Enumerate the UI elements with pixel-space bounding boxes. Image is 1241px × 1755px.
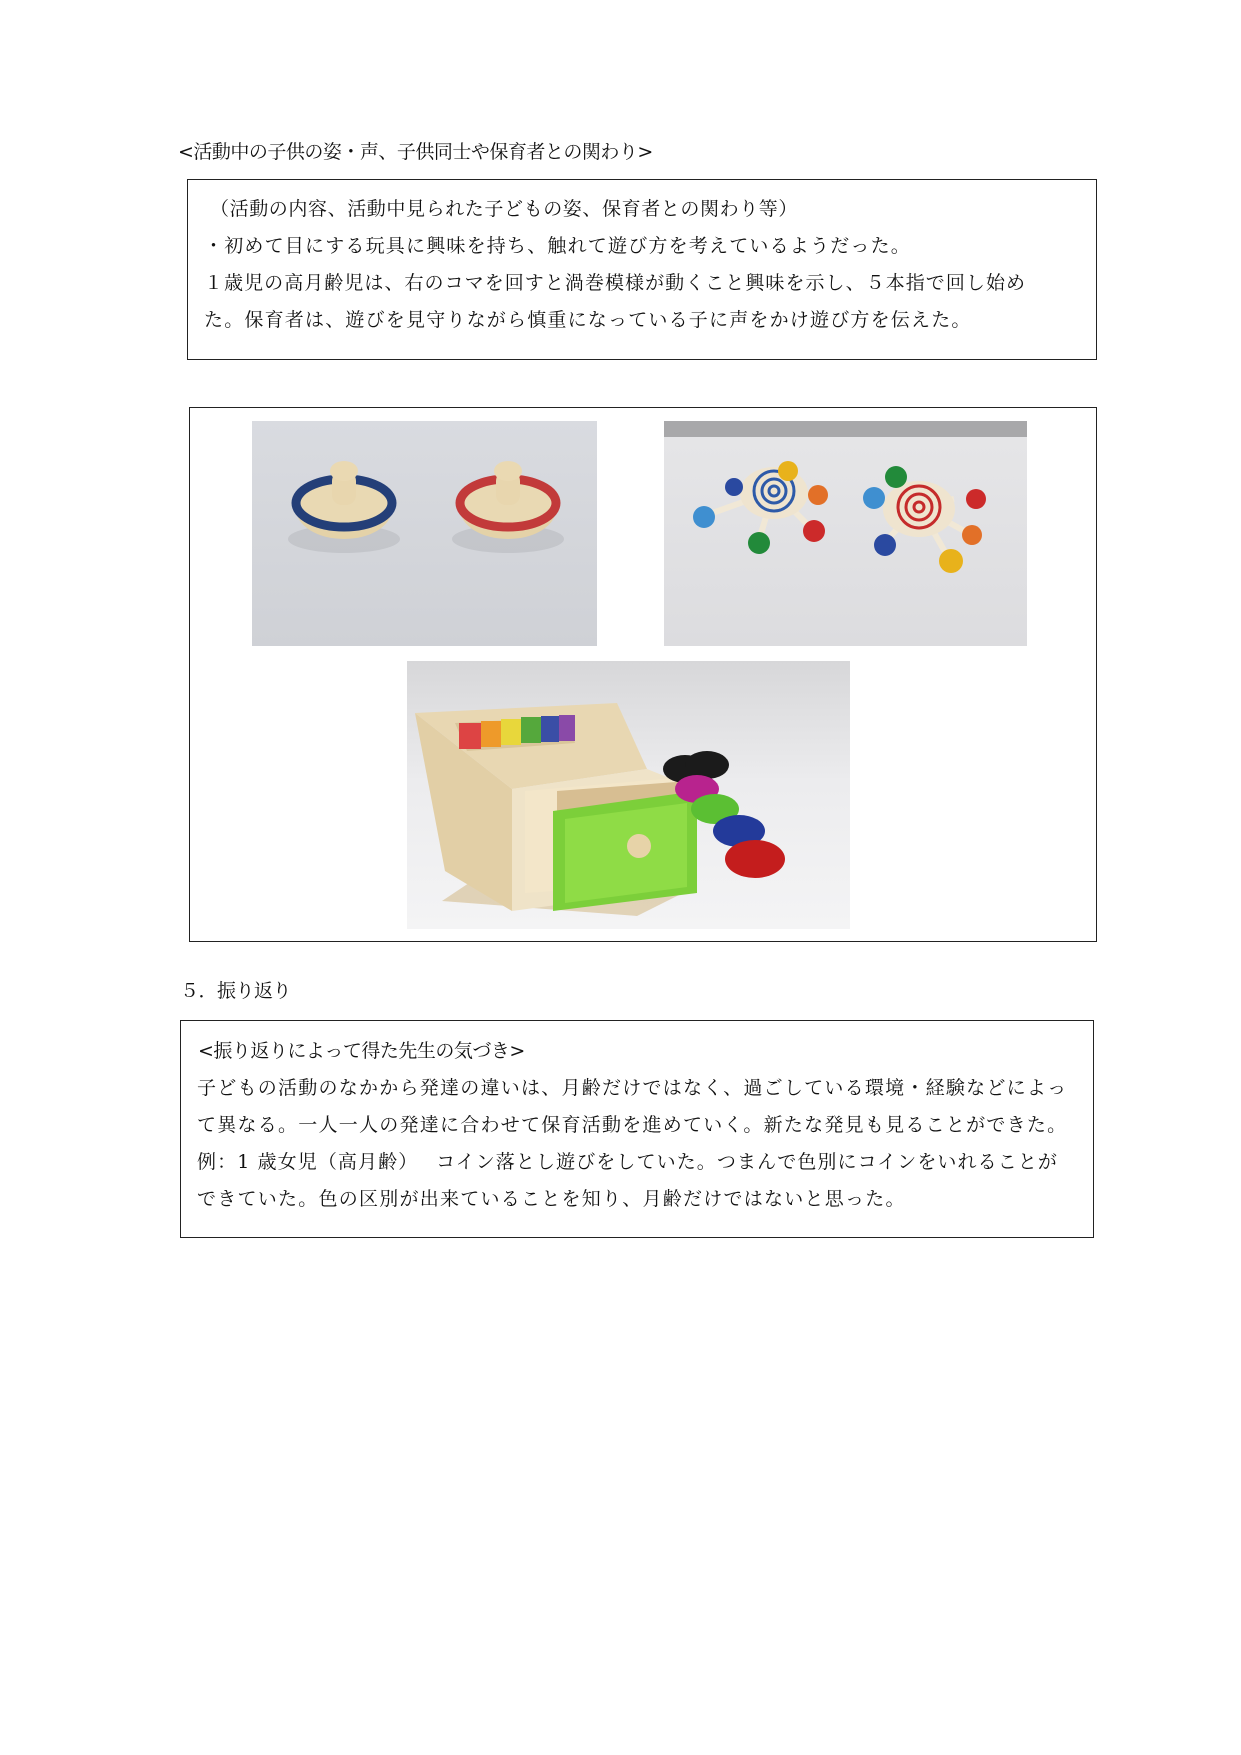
reflection-heading: <振り返りによって得た先生の気づき>: [198, 1040, 525, 1062]
coin-drop-box-photo: [407, 661, 850, 929]
wooden-tops-photo: [252, 421, 597, 646]
activity-line-3: １歳児の高月齢児は、右のコマを回すと渦巻模様が動くこと興味を示し、５本指で回し始め: [204, 272, 1027, 294]
activity-heading: <活動中の子供の姿・声、子供同士や保育者との関わり>: [178, 141, 653, 163]
reflection-line-4: できていた。色の区別が出来ていることを知り、月齢だけではないと思った。: [197, 1188, 906, 1210]
activity-line-4: た。保育者は、遊びを見守りながら慎重になっている子に声をかけ遊び方を伝えた。: [204, 309, 972, 331]
reflection-line-3: 例：1 歳女児（高月齢） コイン落とし遊びをしていた。つまんで色別にコインをいれることが: [197, 1151, 1059, 1173]
activity-line-1: （活動の内容、活動中見られた子どもの姿、保育者との関わり等）: [210, 198, 799, 220]
reflection-line-2: て異なる。一人一人の発達に合わせて保育活動を進めていく。新たな発見も見ることができた。: [197, 1114, 1068, 1136]
spinning-toys-photo: [664, 421, 1027, 646]
activity-line-2: ・初めて目にする玩具に興味を持ち、触れて遊び方を考えているようだった。: [204, 235, 912, 257]
section-5-heading: ５．振り返り: [180, 980, 292, 1002]
reflection-line-1: 子どもの活動のなかから発達の違いは、月齢だけではなく、過ごしている環境・経験などによっ: [197, 1077, 1068, 1099]
